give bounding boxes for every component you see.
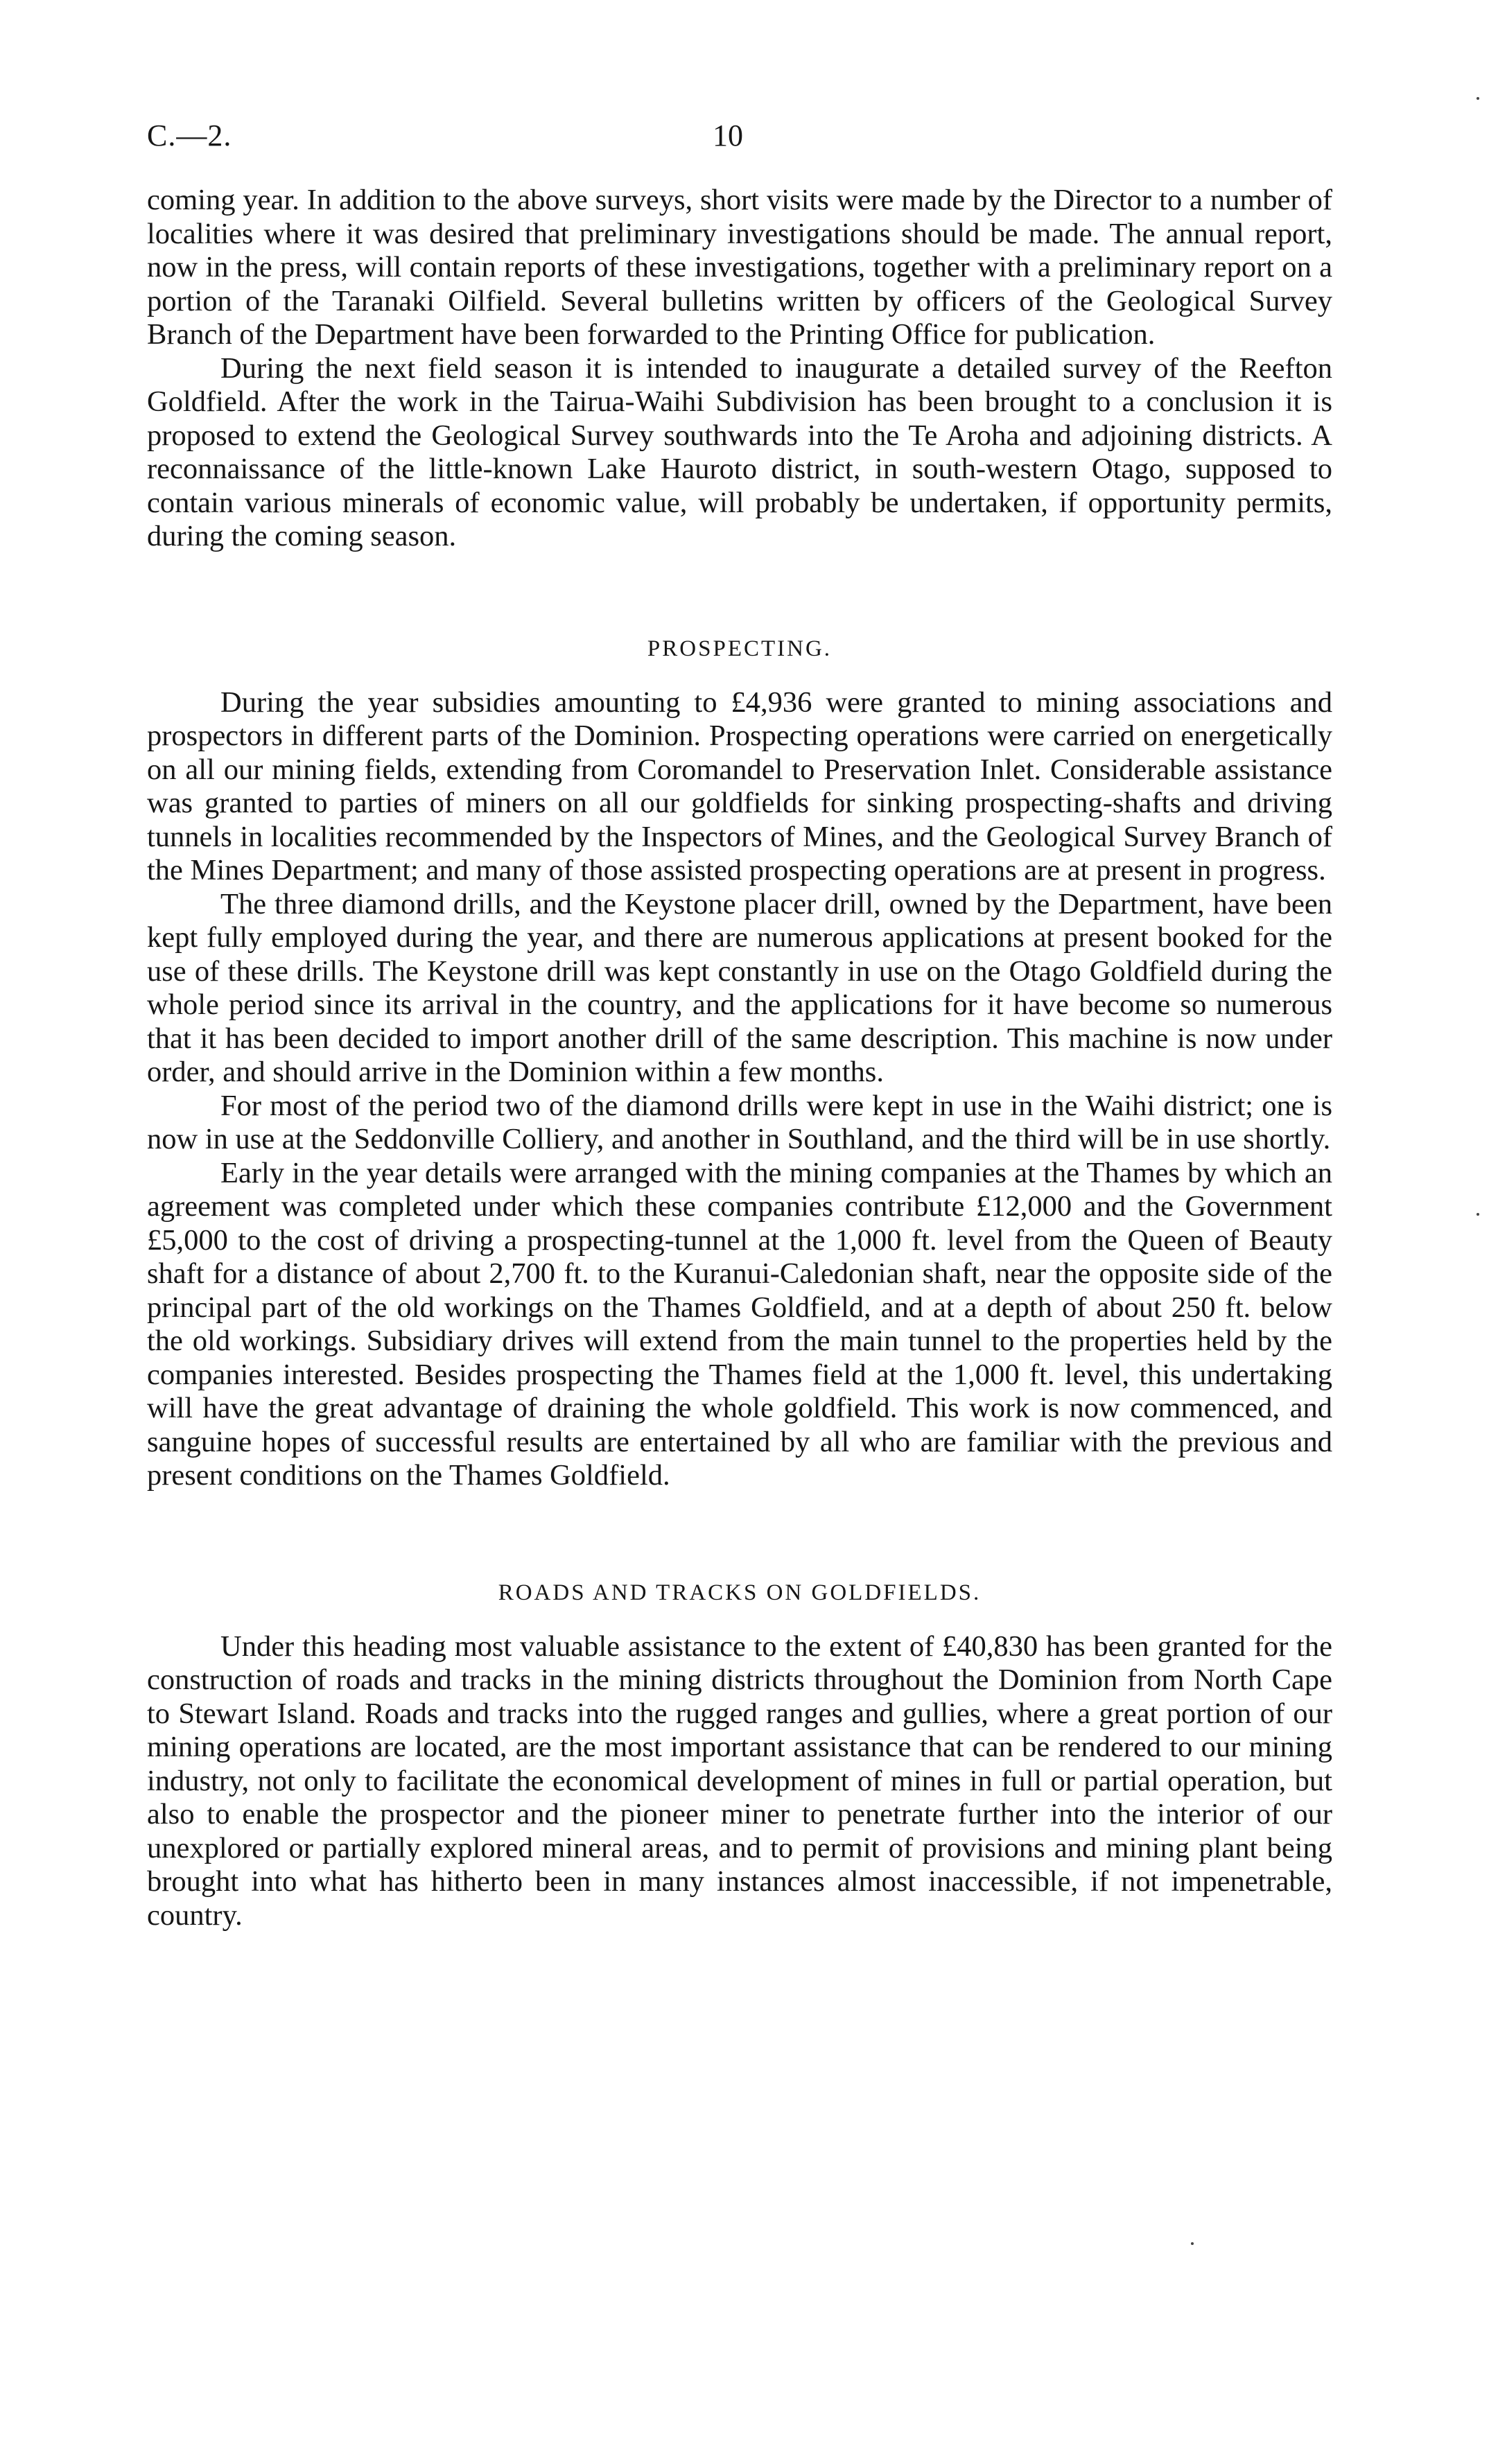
scan-speck xyxy=(1477,97,1479,100)
document-reference: C.—2. xyxy=(147,119,232,152)
paragraph-roads-assistance: Under this heading most valuable assistance to the extent of £40,830 has been granted for the construction of roads and tracks in the mining districts throughout the Dominion from North Cape to Stewart Island. Roads and tracks into the rugged ranges and gullies, where a great portion of our mining operations are located, are the most important assistance that can be rendered to our mining industry, not only to facilitate the economical development of mines in full or partial operation, but also to enable the prospector and the pioneer miner to penetrate further into the interior of our unexplored or partially explored mineral areas, and to permit of provisions and mining plant being brought into what has hitherto been in many instances almost inaccessible, if not impenetrable, country. xyxy=(147,1629,1332,1932)
paragraph-waihi-drills: For most of the period two of the diamond drills were kept in use in the Waihi district; one is now in use at the Seddonville Colliery, and another in Southland, and the third will be in use shortly. xyxy=(147,1089,1332,1155)
section-heading-roads-and-tracks: ROADS AND TRACKS ON GOLDFIELDS. xyxy=(498,1580,982,1605)
paragraph-thames-tunnel: Early in the year details were arranged with the mining companies at the Thames by which an agreement was completed under which these companies contribute £12,000 and the Government £5,000 to the cost of driving a prospecting-tunnel at the 1,000 ft. level from the Queen of Beauty shaft for a distance of about 2,700 ft. to the Kuranui-Caledonian shaft, near the opposite side of the principal part of the old workings on the Thames Goldfield, and at a depth of about 250 ft. below the old workings. Subsidiary drives will extend from the main tunnel to the properties held by the companies interested. Besides prospecting the Thames field at the 1,000 ft. level, this undertaking will have the great advantage of draining the whole goldfield. This work is now commenced, and sanguine hopes of successful results are entertained by all who are familiar with the previous and present conditions on the Thames Goldfield. xyxy=(147,1156,1332,1492)
paragraph-next-field-season: During the next field season it is intended to inaugurate a detailed survey of the Reefton Goldfield. After the work in the Tairua-Waihi Subdivision has been brought to a conclusion it is proposed to extend the Geological Survey southwards into the Te Aroha and adjoining districts. A reconnaissance of the little-known Lake Hauroto district, in south-western Otago, supposed to contain various minerals of economic value, will probably be undertaken, if opportunity permits, during the coming season. xyxy=(147,351,1332,552)
paragraph-diamond-drills: The three diamond drills, and the Keystone placer drill, owned by the Department, have been kept fully employed during the year, and there are numerous applications at present booked for the use of these drills. The Keystone drill was kept constantly in use on the Otago Goldfield during the whole period since its arrival in the country, and the applications for it have become so numerous that it has been decided to import another drill of the same description. This machine is now under order, and should arrive in the Dominion within a few months. xyxy=(147,887,1332,1088)
paragraph-continued: coming year. In addition to the above surveys, short visits were made by the Director to a number of localities where it was desired that preliminary investigations should be made. The annual report, now in the press, will contain reports of these investigations, together with a preliminary report on a portion of the Taranaki Oilfield. Several bulletins written by officers of the Geological Survey Branch of the Department have been forwarded to the Printing Office for publication. xyxy=(147,184,1332,351)
scan-speck xyxy=(1477,1213,1479,1216)
body-text xyxy=(147,184,1332,1932)
section-heading-prospecting: PROSPECTING. xyxy=(647,636,833,661)
page-number: 10 xyxy=(713,119,743,152)
scan-speck xyxy=(1191,2242,1194,2245)
paragraph-subsidies: During the year subsidies amounting to £4,936 were granted to mining associations and prospectors in different parts of the Dominion. Prospecting operations were carried on energetically on all our mining fields, extending from Coromandel to Preservation Inlet. Considerable assistance was granted to parties of miners on all our goldfields for sinking prospecting-shafts and driving tunnels in localities recommended by the Inspectors of Mines, and the Geological Survey Branch of the Mines Department; and many of those assisted prospecting operations are at present in progress. xyxy=(147,685,1332,886)
